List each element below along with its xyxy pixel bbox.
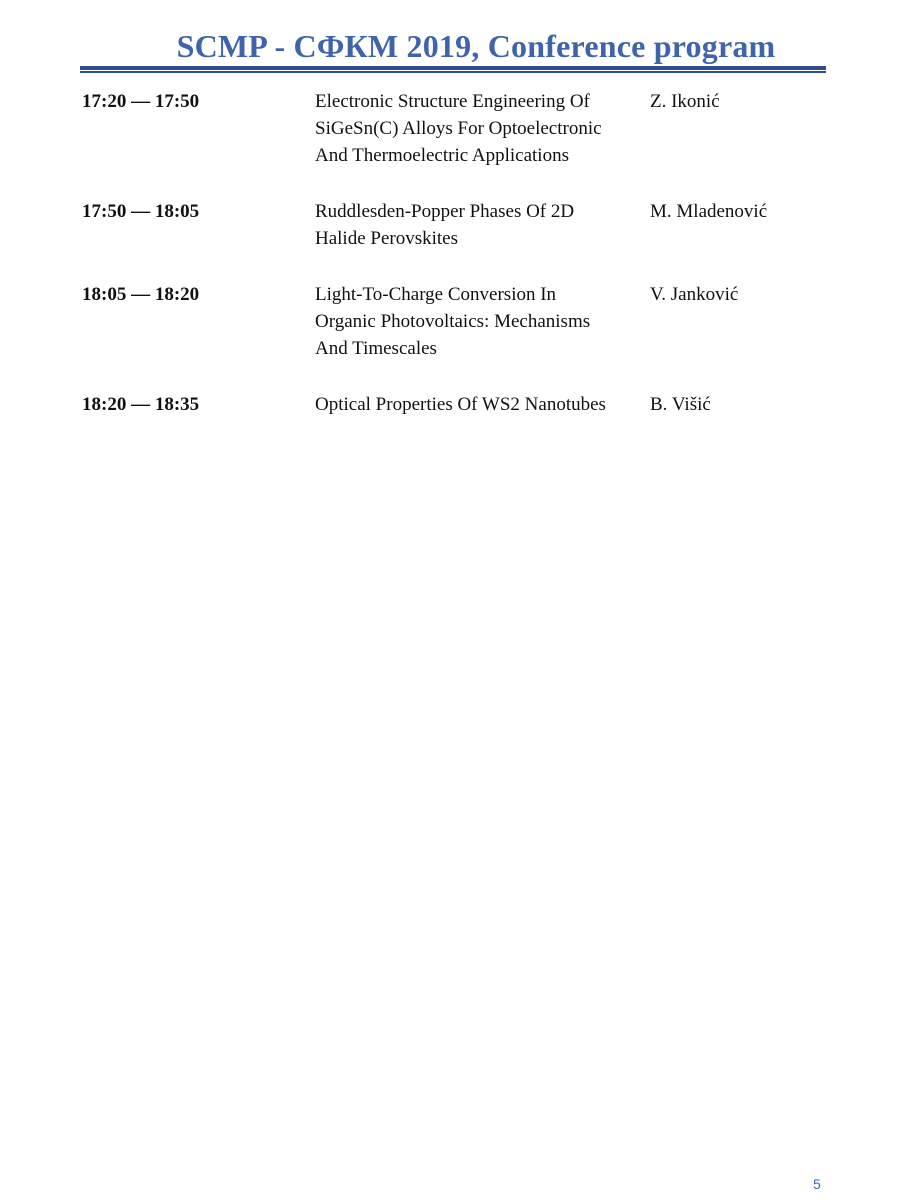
page-title: SCMP - СФКМ 2019, Conference program: [176, 28, 776, 64]
session-row: [82, 391, 822, 418]
session-time: 17:50 — 18:05: [82, 201, 200, 222]
session-row: [82, 88, 822, 169]
session-time: 18:05 — 18:20: [82, 284, 200, 305]
session-row: [82, 281, 822, 362]
speaker-name: B. Višić: [650, 394, 711, 415]
session-row: [82, 198, 822, 252]
talk-title: Optical Properties Of WS2 Nanotubes: [315, 394, 606, 415]
talk-title: Electronic Structure Engineering Of SiGeSn(C) Alloys For Optoelectronic And Thermoelectric Applications: [315, 91, 602, 166]
talk-title: Light-To-Charge Conversion In Organic Photovoltaics: Mechanisms And Timescales: [315, 284, 591, 359]
page-number: 5: [813, 1176, 821, 1192]
schedule-table: [82, 88, 822, 418]
speaker-name: M. Mladenović: [650, 201, 768, 222]
header-rule-thick: [80, 66, 826, 70]
session-time: 17:20 — 17:50: [82, 91, 200, 112]
session-time: 18:20 — 18:35: [82, 394, 200, 415]
header-rule-thin: [80, 71, 826, 73]
speaker-name: V. Janković: [650, 284, 739, 305]
talk-title: Ruddlesden-Popper Phases Of 2D Halide Perovskites: [315, 201, 575, 249]
speaker-name: Z. Ikonić: [650, 91, 720, 112]
